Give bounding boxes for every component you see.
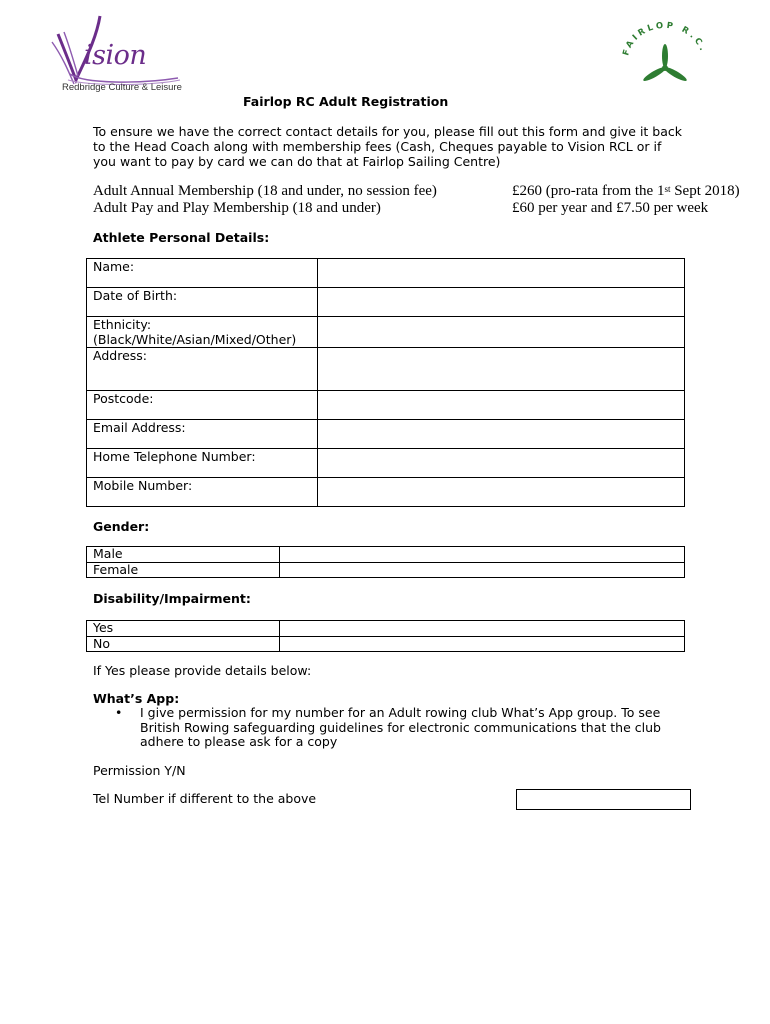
no-field[interactable] <box>280 636 685 652</box>
table-row <box>87 259 685 288</box>
bullet-icon: • <box>115 705 123 720</box>
table-row <box>87 636 685 652</box>
ethnicity-label-text: Ethnicity: <box>93 317 152 332</box>
whatsapp-heading: What’s App: <box>93 691 180 706</box>
gender-table <box>86 546 685 578</box>
table-row <box>87 288 685 317</box>
intro-text: To ensure we have the correct contact details for you, please fill out this form and give it back to the Head Coach along with membership fees (Cash, Cheques payable to Vision RCL or if you want to pay by card we can do that at Fairlop Sailing Centre) <box>93 124 682 169</box>
ethnicity-options: (Black/White/Asian/Mixed/Other) <box>93 331 297 347</box>
male-field[interactable] <box>280 547 685 563</box>
annual-membership-label: Adult Annual Membership (18 and under, no session fee) <box>93 183 437 199</box>
ethnicity-label <box>87 317 318 348</box>
home-tel-field[interactable] <box>318 449 685 478</box>
email-field[interactable] <box>318 420 685 449</box>
vision-wordmark: ision <box>84 40 147 71</box>
dob-field[interactable] <box>318 288 685 317</box>
postcode-field[interactable] <box>318 391 685 420</box>
female-label: Female <box>87 562 280 578</box>
annual-price-b: Sept 2018) <box>670 183 740 199</box>
table-row <box>87 621 685 637</box>
athlete-details-heading: Athlete Personal Details: <box>93 230 270 245</box>
table-row <box>87 547 685 563</box>
tel-number-label: Tel Number if different to the above <box>93 791 317 806</box>
disability-details-prompt: If Yes please provide details below: <box>93 663 312 678</box>
vision-tagline: Redbridge Culture & Leisure <box>62 82 182 93</box>
yes-label: Yes <box>87 621 280 637</box>
home-tel-label: Home Telephone Number: <box>87 449 318 478</box>
mobile-label: Mobile Number: <box>87 478 318 507</box>
table-row <box>87 348 685 391</box>
table-row <box>87 562 685 578</box>
table-row <box>87 317 685 348</box>
annual-price-a: £260 (pro-rata from the 1 <box>512 183 665 199</box>
postcode-label: Postcode: <box>87 391 318 420</box>
ethnicity-field[interactable] <box>318 317 685 348</box>
disability-heading: Disability/Impairment: <box>93 591 251 606</box>
whatsapp-permission-text: I give permission for my number for an Adult rowing club What’s App group. To see British Rowing safeguarding guidelines for electronic communications that the club adhere to please ask for a copy <box>140 705 661 749</box>
table-row <box>87 420 685 449</box>
no-label: No <box>87 636 280 652</box>
gender-heading: Gender: <box>93 519 150 534</box>
disability-table <box>86 620 685 652</box>
address-field[interactable] <box>318 348 685 391</box>
payplay-membership-price: £60 per year and £7.50 per week <box>512 200 709 216</box>
dob-label: Date of Birth: <box>87 288 318 317</box>
payplay-membership-label: Adult Pay and Play Membership (18 and under) <box>93 200 381 216</box>
page-title: Fairlop RC Adult Registration <box>243 94 449 109</box>
email-label: Email Address: <box>87 420 318 449</box>
name-label: Name: <box>87 259 318 288</box>
annual-membership-price <box>512 183 740 200</box>
yes-field[interactable] <box>280 621 685 637</box>
table-row <box>87 449 685 478</box>
athlete-details-table <box>86 258 685 507</box>
name-field[interactable] <box>318 259 685 288</box>
fairlop-rc-logo <box>620 18 710 88</box>
table-row <box>87 391 685 420</box>
male-label: Male <box>87 547 280 563</box>
fairlop-arc-text: FAIRLOP R.C. <box>621 20 709 57</box>
permission-yn: Permission Y/N <box>93 763 186 778</box>
mobile-field[interactable] <box>318 478 685 507</box>
female-field[interactable] <box>280 562 685 578</box>
annual-price-sup: st <box>664 184 671 194</box>
tel-number-field[interactable] <box>516 789 691 810</box>
address-label: Address: <box>87 348 318 391</box>
table-row <box>87 478 685 507</box>
